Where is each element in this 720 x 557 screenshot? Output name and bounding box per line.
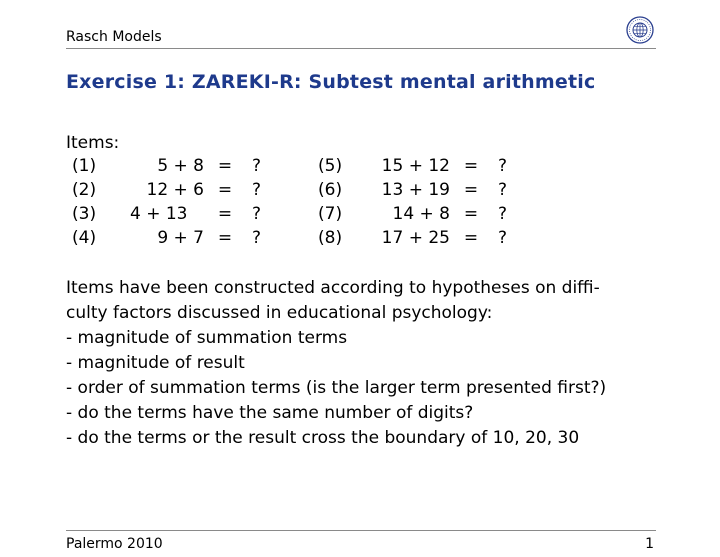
- equals-sign: =: [463, 180, 479, 200]
- items-label: Items:: [66, 133, 120, 153]
- item-expression: 13 + 19: [381, 180, 450, 200]
- item-answer: ?: [252, 156, 262, 176]
- item-expression: 14 + 8: [392, 204, 450, 224]
- item-row: [318, 226, 528, 250]
- item-number: (5): [318, 156, 343, 176]
- item-answer: ?: [252, 228, 262, 248]
- items-list-right: [318, 154, 528, 250]
- body-line: - do the terms have the same number of digits?: [66, 403, 474, 423]
- item-row: [318, 178, 528, 202]
- item-row: [318, 154, 528, 178]
- body-line: - magnitude of summation terms: [66, 328, 348, 348]
- items-list-left: [72, 154, 282, 250]
- item-number: (7): [318, 204, 343, 224]
- item-row: [318, 202, 528, 226]
- item-expression: 17 + 25: [381, 228, 450, 248]
- footer-location-year: Palermo 2010: [66, 536, 163, 552]
- body-line: culty factors discussed in educational psychology:: [66, 303, 493, 323]
- page-number: 1: [645, 536, 654, 552]
- header-divider: [66, 48, 656, 49]
- body-line: - order of summation terms (is the larger term presented first?): [66, 378, 607, 398]
- slide-heading: Exercise 1: ZAREKI-R: Subtest mental arithmetic: [66, 71, 596, 93]
- item-number: (3): [72, 204, 97, 224]
- item-expression: 9 + 7: [157, 228, 204, 248]
- equals-sign: =: [217, 204, 233, 224]
- item-answer: ?: [498, 204, 508, 224]
- equals-sign: =: [217, 156, 233, 176]
- item-answer: ?: [498, 156, 508, 176]
- item-answer: ?: [498, 228, 508, 248]
- item-answer: ?: [252, 180, 262, 200]
- item-expression: 12 + 6: [146, 180, 204, 200]
- equals-sign: =: [463, 204, 479, 224]
- item-row: [72, 202, 282, 226]
- item-answer: ?: [498, 180, 508, 200]
- item-answer: ?: [252, 204, 262, 224]
- item-row: [72, 226, 282, 250]
- item-row: [72, 178, 282, 202]
- body-line: Items have been constructed according to hypotheses on diffi-: [66, 278, 600, 298]
- header-title: Rasch Models: [66, 29, 162, 45]
- equals-sign: =: [463, 228, 479, 248]
- equals-sign: =: [217, 228, 233, 248]
- body-line: - magnitude of result: [66, 353, 245, 373]
- item-expression: 4 + 13: [130, 204, 188, 224]
- equals-sign: =: [217, 180, 233, 200]
- slide-body: [66, 276, 658, 451]
- equals-sign: =: [463, 156, 479, 176]
- item-number: (4): [72, 228, 97, 248]
- university-seal-icon: [626, 16, 654, 44]
- item-expression: 15 + 12: [381, 156, 450, 176]
- footer-divider: [66, 530, 656, 531]
- item-row: [72, 154, 282, 178]
- item-expression: 5 + 8: [157, 156, 204, 176]
- item-number: (8): [318, 228, 343, 248]
- item-number: (2): [72, 180, 97, 200]
- item-number: (6): [318, 180, 343, 200]
- item-number: (1): [72, 156, 97, 176]
- body-line: - do the terms or the result cross the boundary of 10, 20, 30: [66, 428, 580, 448]
